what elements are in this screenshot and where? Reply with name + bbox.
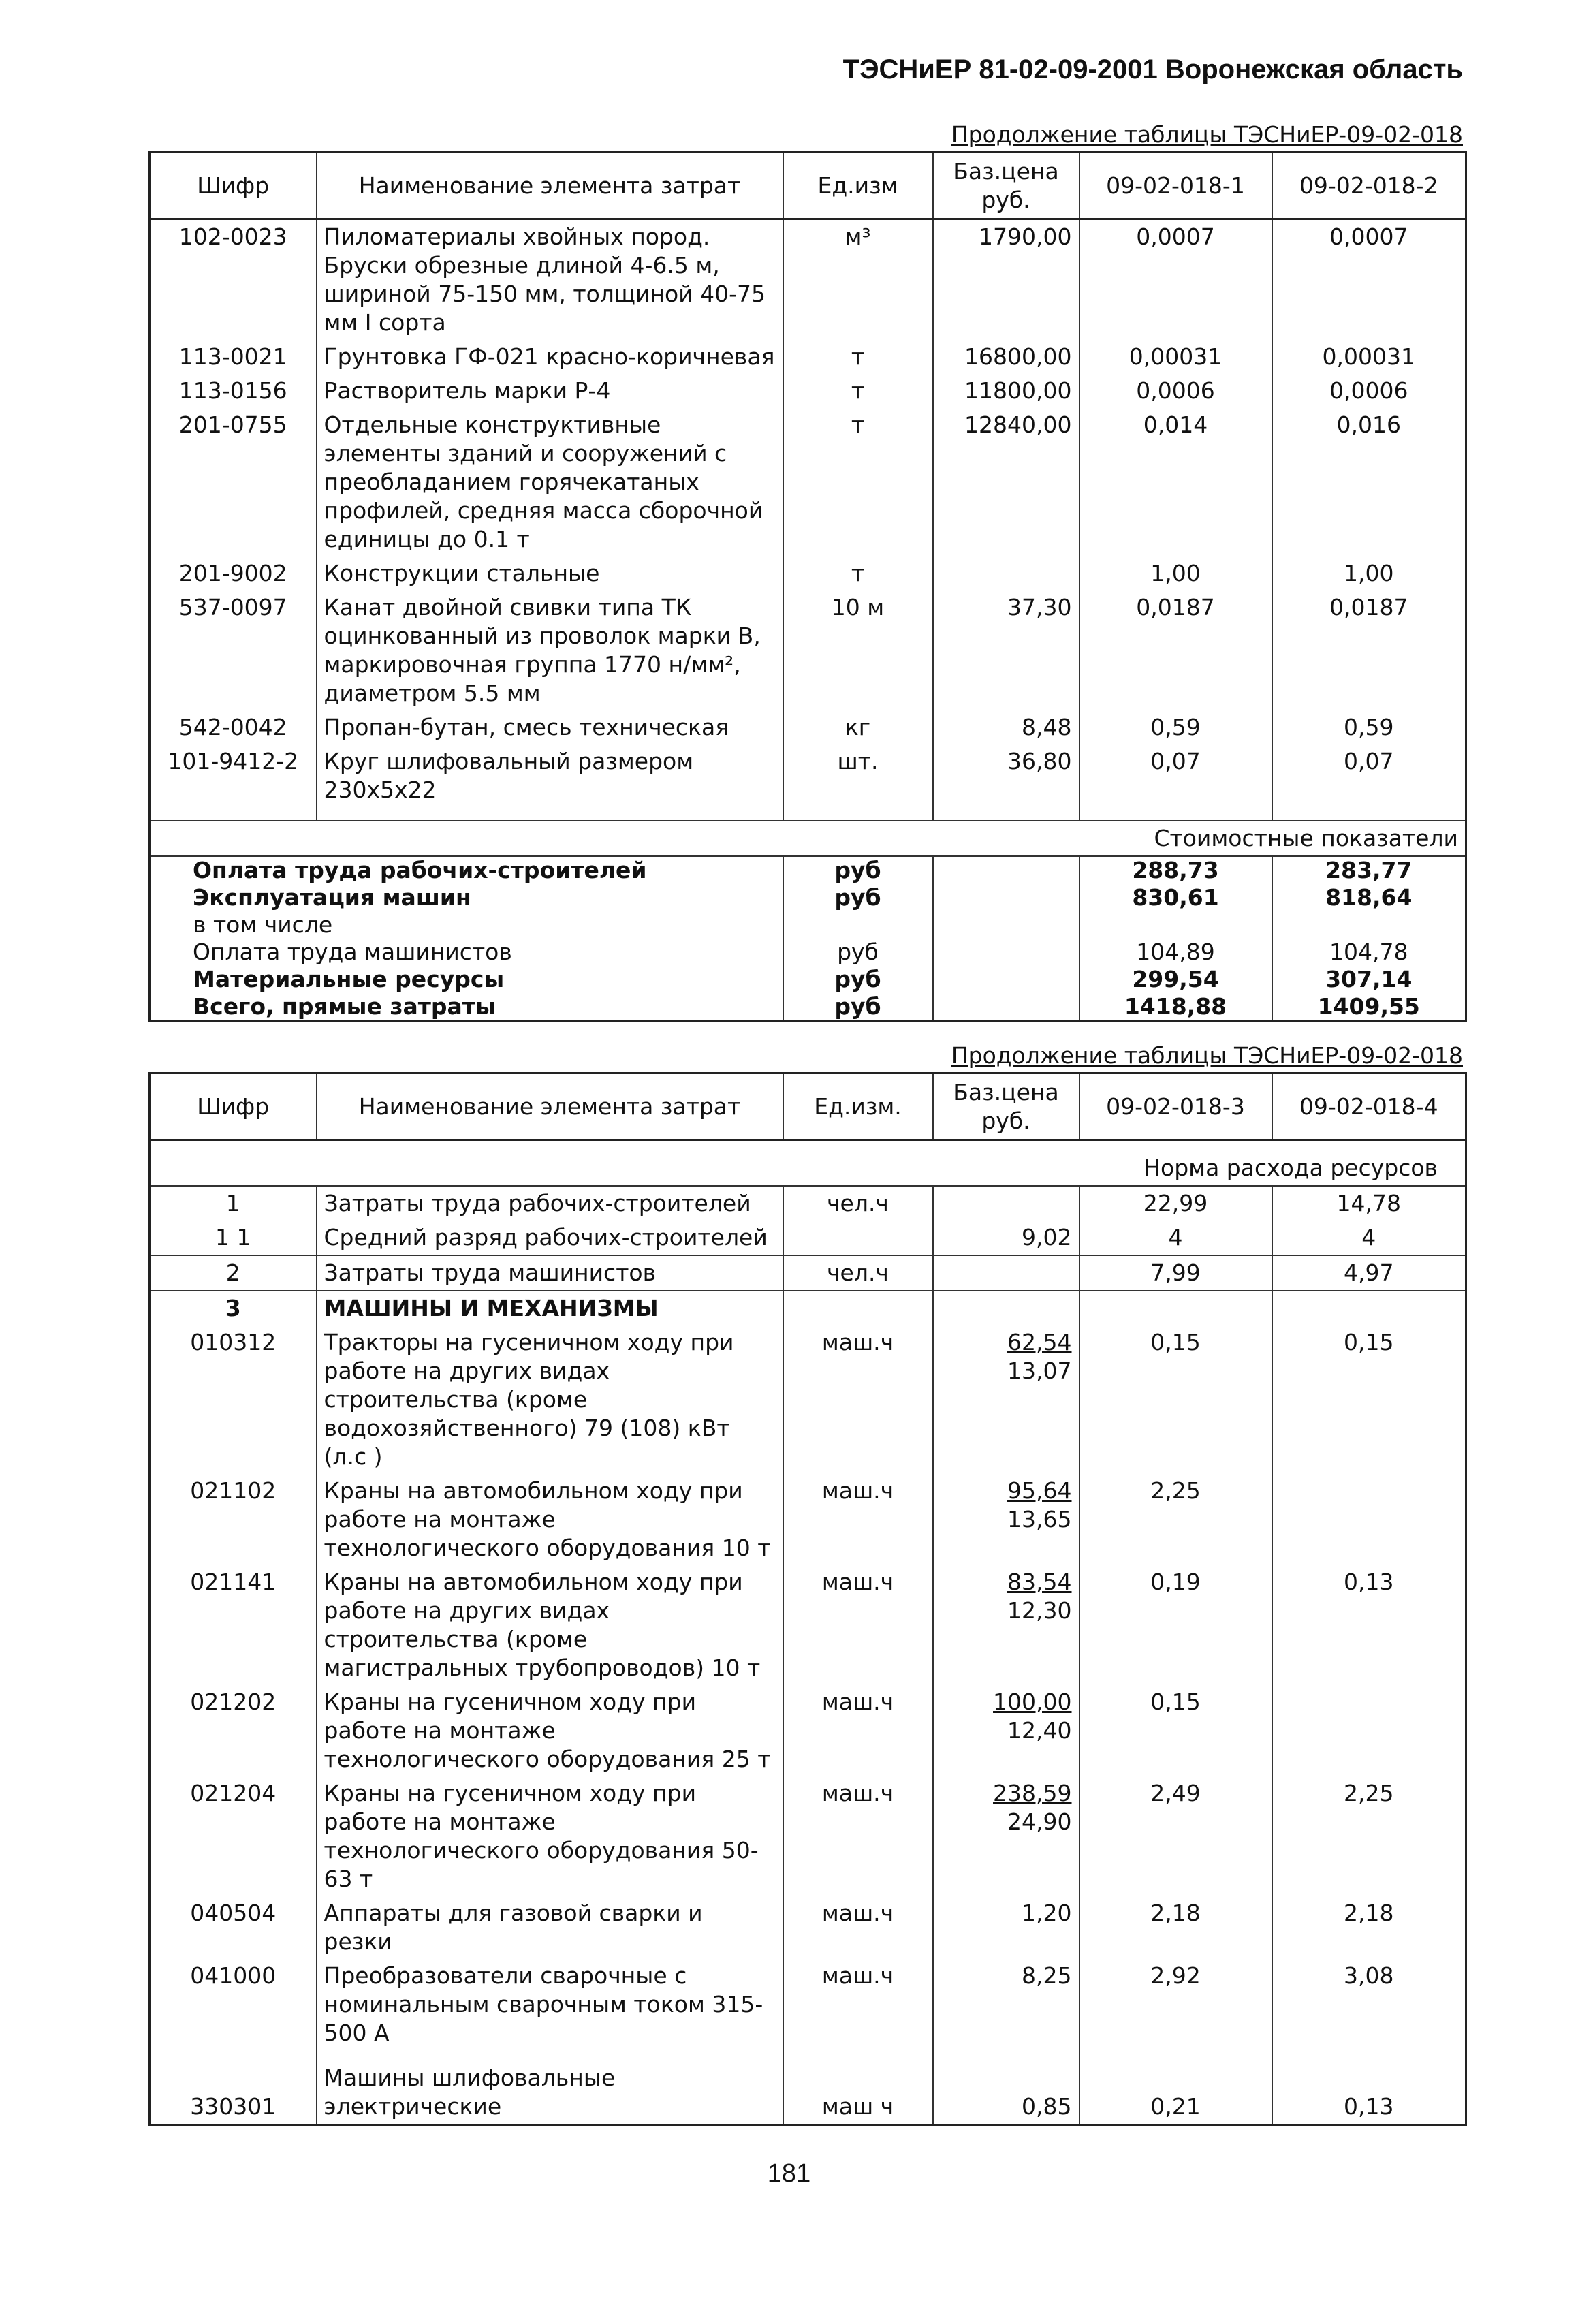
summary-unit: руб — [783, 856, 933, 884]
cell-code: 113-0021 — [178, 343, 287, 370]
cell-value: 3,08 — [1272, 1959, 1466, 2050]
cell-value: 0,0006 — [1272, 374, 1466, 408]
cell-value: 0,15 — [1079, 1685, 1272, 1776]
cell-price — [933, 1565, 1079, 1685]
cell-code: 010312 — [190, 1328, 277, 1355]
table-row — [150, 1291, 1466, 1325]
cell-name: Машины шлифовальные электрические — [317, 2050, 783, 2125]
cell-value: 0,15 — [1079, 1325, 1272, 1474]
cell-unit: кг — [783, 710, 933, 744]
section-label: Стоимостные показатели — [150, 821, 1466, 856]
cell-code: 113-0156 — [178, 377, 287, 404]
cell-unit: т — [783, 556, 933, 591]
spacer-row — [150, 807, 1466, 821]
summary-name: Эксплуатация машин — [193, 884, 471, 911]
cell-value: 7,99 — [1079, 1255, 1272, 1291]
price-total: 1,20 — [1022, 1899, 1072, 1926]
cell-value: 0,016 — [1272, 408, 1466, 556]
cell-value: 1,00 — [1079, 556, 1272, 591]
table2-caption: Продолжение таблицы ТЭСНиЕР-09-02-018 — [951, 1042, 1463, 1069]
cell-value: 0,07 — [1272, 744, 1466, 807]
cell-price: 36,80 — [933, 744, 1079, 807]
cell-name: Затраты труда рабочих-строителей — [317, 1186, 783, 1221]
summary-value: 818,64 — [1272, 884, 1466, 911]
cell-price: 16800,00 — [933, 340, 1079, 374]
cell-price: 8,48 — [933, 710, 1079, 744]
cell-code: 040504 — [190, 1899, 277, 1926]
document-header: ТЭСНиЕР 81-02-09-2001 Воронежская область — [842, 54, 1463, 84]
price-total: 9,02 — [1022, 1223, 1072, 1251]
cell-code: 201-0755 — [178, 411, 287, 438]
summary-row — [150, 856, 1466, 884]
price-wages: 13,65 — [1007, 1505, 1072, 1533]
table1-caption: Продолжение таблицы ТЭСНиЕР-09-02-018 — [951, 121, 1463, 148]
table-row — [150, 1959, 1466, 2050]
summary-price — [933, 856, 1079, 884]
cell-value: 0,0187 — [1272, 591, 1466, 710]
summary-price — [933, 939, 1079, 966]
cell-unit: чел.ч — [783, 1255, 933, 1291]
cell-name: Круг шлифовальный размером 230х5х22 — [317, 744, 783, 807]
summary-unit: руб — [783, 884, 933, 911]
summary-value: 104,89 — [1079, 939, 1272, 966]
section-row — [150, 1151, 1466, 1186]
cell-name: Краны на автомобильном ходу при работе на монтаже технологического оборудования 10 т — [317, 1474, 783, 1565]
cell-code: 101-9412-2 — [168, 748, 299, 774]
summary-price — [933, 993, 1079, 1022]
cell-code: 542-0042 — [178, 714, 287, 740]
spacer-row — [150, 1140, 1466, 1151]
price-total: 95,64 — [1007, 1477, 1072, 1504]
summary-row — [150, 939, 1466, 966]
cell-value: 2,92 — [1079, 1959, 1272, 2050]
cell-value: 0,13 — [1272, 2050, 1466, 2125]
empty-cell — [150, 807, 317, 821]
summary-unit: руб — [783, 993, 933, 1022]
cell-name: Отдельные конструктивные элементы зданий и сооружений с преобладанием горячекатаных профилей, средняя масса сборочной единицы до 0.1 т — [317, 408, 783, 556]
cell-price — [933, 1186, 1079, 1221]
cell-unit: маш.ч — [783, 1776, 933, 1896]
cell-price: 12840,00 — [933, 408, 1079, 556]
table-row — [150, 1221, 1466, 1255]
empty-cell — [1079, 807, 1272, 821]
cell-value: 0,59 — [1079, 710, 1272, 744]
cell-name: Аппараты для газовой сварки и резки — [317, 1896, 783, 1959]
summary-name: Оплата труда машинистов — [193, 939, 512, 965]
table-row — [150, 219, 1466, 341]
price-total: 100,00 — [993, 1688, 1072, 1715]
table-row — [150, 1325, 1466, 1474]
cell-value: 0,0187 — [1079, 591, 1272, 710]
cell-unit: 10 м — [783, 591, 933, 710]
cell-unit: маш.ч — [783, 1959, 933, 2050]
summary-value — [1079, 911, 1272, 939]
cell-price — [933, 1896, 1079, 1959]
summary-name: Материальные ресурсы — [193, 966, 505, 992]
cell-value: 22,99 — [1079, 1186, 1272, 1221]
summary-row — [150, 966, 1466, 993]
col-header-name: Наименование элемента затрат — [317, 153, 783, 219]
cell-price: 1790,00 — [933, 219, 1079, 341]
cell-name: Растворитель марки Р-4 — [317, 374, 783, 408]
cell-code: 021204 — [190, 1779, 277, 1806]
table-row — [150, 374, 1466, 408]
cell-code: 201-9002 — [178, 560, 287, 586]
summary-price — [933, 884, 1079, 911]
empty-cell — [783, 807, 933, 821]
price-total: 8,25 — [1022, 1962, 1072, 1989]
table-resource-norms — [148, 1072, 1467, 2126]
cell-value: 0,59 — [1272, 710, 1466, 744]
price-wages: 24,90 — [1007, 1808, 1072, 1835]
table-row — [150, 556, 1466, 591]
summary-value: 299,54 — [1079, 966, 1272, 993]
cell-code: 3 — [150, 1291, 317, 1325]
cell-code: 2 — [150, 1255, 317, 1291]
table-row — [150, 1565, 1466, 1685]
table-row — [150, 1474, 1466, 1565]
price-total: 62,54 — [1007, 1328, 1072, 1355]
table-row — [150, 744, 1466, 807]
cell-unit: т — [783, 408, 933, 556]
cell-value: 0,0007 — [1272, 219, 1466, 341]
cell-price — [933, 1474, 1079, 1565]
table-row — [150, 591, 1466, 710]
cell-value: 0,014 — [1079, 408, 1272, 556]
cell-unit: маш.ч — [783, 1325, 933, 1474]
summary-unit: руб — [783, 939, 933, 966]
cell-unit: маш.ч — [783, 1474, 933, 1565]
cell-value — [1272, 1685, 1466, 1776]
cell-name: Тракторы на гусеничном ходу при работе на других видах строительства (кроме водохозяйственного) 79 (108) кВт (л.с ) — [317, 1325, 783, 1474]
cell-value: 0,21 — [1079, 2050, 1272, 2125]
cell-unit: маш ч — [783, 2050, 933, 2125]
table-row — [150, 1896, 1466, 1959]
cell-code: 1 1 — [215, 1223, 251, 1251]
summary-value: 1418,88 — [1079, 993, 1272, 1022]
cell-price — [933, 556, 1079, 591]
section-row — [150, 821, 1466, 856]
table-row — [150, 340, 1466, 374]
cell-price — [933, 1959, 1079, 2050]
col-header-018-4: 09-02-018-4 — [1272, 1073, 1466, 1140]
cell-value: 2,25 — [1079, 1474, 1272, 1565]
summary-row — [150, 911, 1466, 939]
cell-price: 11800,00 — [933, 374, 1079, 408]
cell-code: 021102 — [190, 1477, 277, 1504]
cell-unit: маш.ч — [783, 1685, 933, 1776]
cell-price — [933, 1685, 1079, 1776]
summary-row — [150, 884, 1466, 911]
cell-price — [933, 2050, 1079, 2125]
cell-code: 041000 — [190, 1962, 277, 1989]
price-total: 83,54 — [1007, 1568, 1072, 1595]
summary-unit — [783, 911, 933, 939]
table-row — [150, 1776, 1466, 1896]
cell-unit — [783, 1221, 933, 1255]
empty-cell — [150, 1140, 1466, 1151]
cell-name: Средний разряд рабочих-строителей — [317, 1221, 783, 1255]
cell-code: 102-0023 — [178, 223, 287, 250]
price-wages: 13,07 — [1007, 1357, 1072, 1384]
cell-unit: шт. — [783, 744, 933, 807]
cell-name: Грунтовка ГФ-021 красно-коричневая — [317, 340, 783, 374]
summary-value: 307,14 — [1272, 966, 1466, 993]
cell-value: 4,97 — [1272, 1255, 1466, 1291]
summary-price — [933, 911, 1079, 939]
cell-value: 0,00031 — [1079, 340, 1272, 374]
summary-value — [1272, 911, 1466, 939]
cell-unit: м³ — [783, 219, 933, 341]
cell-value: 4 — [1079, 1221, 1272, 1255]
cell-unit: чел.ч — [783, 1186, 933, 1221]
col-header-018-3: 09-02-018-3 — [1079, 1073, 1272, 1140]
col-header-018-1: 09-02-018-1 — [1079, 153, 1272, 219]
cell-price — [933, 1776, 1079, 1896]
col-header-code: Шифр — [150, 1073, 317, 1140]
cell-value: 2,25 — [1272, 1776, 1466, 1896]
col-header-unit: Ед.изм — [783, 153, 933, 219]
cell-value: 2,18 — [1272, 1896, 1466, 1959]
empty-cell — [1272, 807, 1466, 821]
col-header-price: Баз.цена руб. — [933, 1073, 1079, 1140]
price-wages: 12,40 — [1007, 1716, 1072, 1744]
price-total: 238,59 — [993, 1779, 1072, 1806]
summary-value: 1409,55 — [1272, 993, 1466, 1022]
summary-value: 283,77 — [1272, 856, 1466, 884]
cell-code: 330301 — [190, 2093, 277, 2120]
summary-row — [150, 993, 1466, 1022]
cell-name: Пропан-бутан, смесь техническая — [317, 710, 783, 744]
summary-value: 288,73 — [1079, 856, 1272, 884]
price-wages: 12,30 — [1007, 1597, 1072, 1624]
cell-name: Преобразователи сварочные с номинальным сварочным током 315-500 А — [317, 1959, 783, 2050]
cell-name: МАШИНЫ И МЕХАНИЗМЫ — [317, 1291, 783, 1325]
summary-name: в том числе — [193, 911, 333, 938]
cell-unit: маш.ч — [783, 1565, 933, 1685]
col-header-unit: Ед.изм. — [783, 1073, 933, 1140]
cell-name: Канат двойной свивки типа ТК оцинкованный из проволок марки В, маркировочная группа 1770 н/мм², диаметром 5.5 мм — [317, 591, 783, 710]
cell-unit: маш.ч — [783, 1896, 933, 1959]
cell-name: Краны на гусеничном ходу при работе на монтаже технологического оборудования 25 т — [317, 1685, 783, 1776]
empty-cell — [317, 807, 783, 821]
cell-value: 1,00 — [1272, 556, 1466, 591]
summary-unit: руб — [783, 966, 933, 993]
cell-code: 537-0097 — [178, 594, 287, 621]
cell-price: 37,30 — [933, 591, 1079, 710]
cell-value: 0,13 — [1272, 1565, 1466, 1685]
cell-value: 0,15 — [1272, 1325, 1466, 1474]
cell-name: Краны на автомобильном ходу при работе на других видах строительства (кроме магистральных трубопроводов) 10 т — [317, 1565, 783, 1685]
cell-value: 2,49 — [1079, 1776, 1272, 1896]
section-label: Норма расхода ресурсов — [1143, 1154, 1438, 1181]
table-row — [150, 710, 1466, 744]
cell-value — [1079, 1291, 1272, 1325]
price-total: 0,85 — [1022, 2093, 1072, 2120]
cell-value: 0,19 — [1079, 1565, 1272, 1685]
cell-value — [1272, 1474, 1466, 1565]
cell-code: 021141 — [190, 1568, 277, 1595]
cell-value: 0,0006 — [1079, 374, 1272, 408]
table-row — [150, 1255, 1466, 1291]
empty-cell — [933, 807, 1079, 821]
summary-price — [933, 966, 1079, 993]
cell-value: 0,0007 — [1079, 219, 1272, 341]
cell-name: Краны на гусеничном ходу при работе на монтаже технологического оборудования 50-63 т — [317, 1776, 783, 1896]
cell-price — [933, 1255, 1079, 1291]
col-header-price: Баз.цена руб. — [933, 153, 1079, 219]
cell-unit: т — [783, 374, 933, 408]
cell-value: 4 — [1272, 1221, 1466, 1255]
cell-value — [1272, 1291, 1466, 1325]
cell-value: 14,78 — [1272, 1186, 1466, 1221]
cell-unit: т — [783, 340, 933, 374]
cell-price — [933, 1221, 1079, 1255]
summary-name: Оплата труда рабочих-строителей — [193, 857, 647, 883]
page-number: 181 — [767, 2159, 811, 2188]
cell-name: Затраты труда машинистов — [317, 1255, 783, 1291]
cell-value: 0,00031 — [1272, 340, 1466, 374]
cell-unit — [783, 1291, 933, 1325]
cell-price — [933, 1291, 1079, 1325]
table-row — [150, 1186, 1466, 1221]
table-row — [150, 2050, 1466, 2125]
summary-value: 830,61 — [1079, 884, 1272, 911]
table-cost-resources — [148, 151, 1467, 1022]
col-header-code: Шифр — [150, 153, 317, 219]
col-header-018-2: 09-02-018-2 — [1272, 153, 1466, 219]
col-header-name: Наименование элемента затрат — [317, 1073, 783, 1140]
table-row — [150, 408, 1466, 556]
cell-code: 1 — [150, 1186, 317, 1221]
cell-value: 2,18 — [1079, 1896, 1272, 1959]
cell-name: Конструкции стальные — [317, 556, 783, 591]
summary-value: 104,78 — [1272, 939, 1466, 966]
cell-code: 021202 — [190, 1688, 277, 1715]
cell-price — [933, 1325, 1079, 1474]
cell-value: 0,07 — [1079, 744, 1272, 807]
summary-name: Всего, прямые затраты — [193, 993, 496, 1020]
table-row — [150, 1685, 1466, 1776]
cell-name: Пиломатериалы хвойных пород. Бруски обрезные длиной 4-6.5 м, шириной 75-150 мм, толщиной 40-75 мм I сорта — [317, 219, 783, 341]
